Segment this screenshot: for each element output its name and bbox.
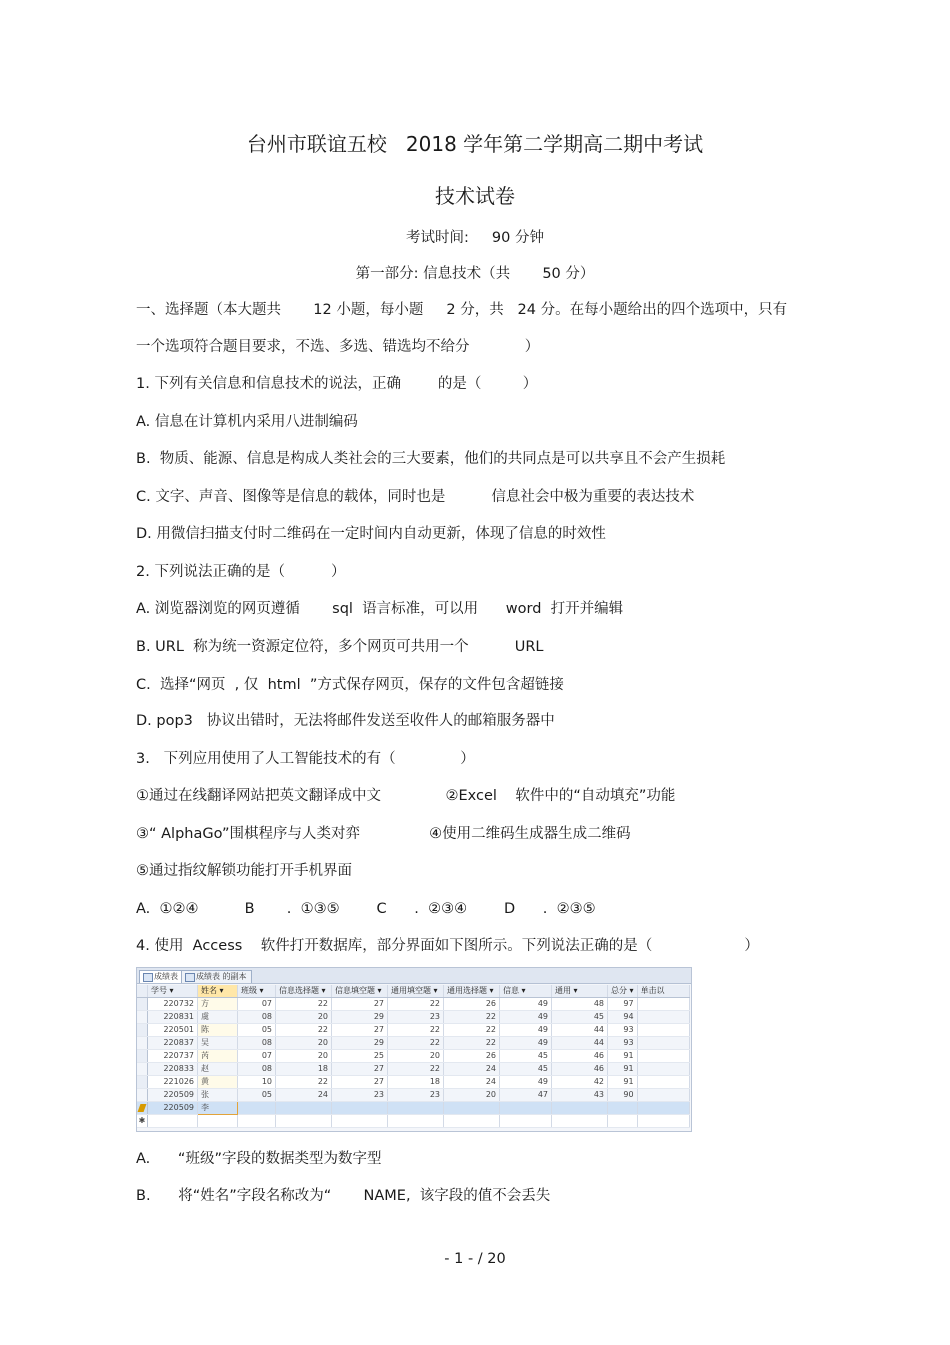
table-row[interactable] xyxy=(137,1063,689,1076)
table-cell[interactable]: 吴 xyxy=(198,1037,238,1050)
column-header[interactable]: 通用 ▾ xyxy=(552,985,608,998)
table-cell[interactable]: 22 xyxy=(444,1037,500,1050)
table-cell[interactable]: 22 xyxy=(444,1024,500,1037)
table-cell[interactable]: 48 xyxy=(552,998,608,1011)
table-cell[interactable] xyxy=(276,1102,332,1115)
column-header[interactable]: 总分 ▾ xyxy=(608,985,638,998)
table-cell[interactable]: 220501 xyxy=(148,1024,198,1037)
q1-stem: 1. 下列有关信息和信息技术的说法，正确 的是（ ） xyxy=(136,376,538,392)
exam-title: 台州市联谊五校 2018 学年第二学期高二期中考试 xyxy=(246,132,704,156)
table-cell[interactable]: 07 xyxy=(238,998,276,1011)
row-selector[interactable] xyxy=(137,1076,148,1089)
table-cell[interactable]: 93 xyxy=(608,1037,638,1050)
table-cell[interactable]: 10 xyxy=(238,1076,276,1089)
table-cell[interactable] xyxy=(332,1102,388,1115)
table-cell[interactable] xyxy=(608,1102,638,1115)
table-cell[interactable]: 20 xyxy=(276,1037,332,1050)
table-cell[interactable]: 24 xyxy=(444,1063,500,1076)
q2-option-a: A. 浏览器浏览的网页遵循 sql 语言标准，可以用 word 打开并编辑 xyxy=(136,601,624,617)
table-row[interactable] xyxy=(137,1050,689,1063)
new-record-icon: ✱ xyxy=(137,1115,148,1128)
table-row[interactable] xyxy=(137,1089,689,1102)
table-cell[interactable]: 27 xyxy=(332,998,388,1011)
q2-option-b: B. URL 称为统一资源定位符，多个网页可共用一个 URL xyxy=(136,639,544,655)
table-cell[interactable]: 42 xyxy=(552,1076,608,1089)
column-header[interactable]: 信息选择题 ▾ xyxy=(276,985,332,998)
table-cell[interactable]: 22 xyxy=(444,1011,500,1024)
column-header[interactable]: 班级 ▾ xyxy=(238,985,276,998)
table-cell[interactable] xyxy=(637,1063,689,1076)
table-cell[interactable]: 44 xyxy=(552,1024,608,1037)
q1-option-c: C. 文字、声音、图像等是信息的载体，同时也是 信息社会中极为重要的表达技术 xyxy=(136,489,695,505)
table-row[interactable] xyxy=(137,1076,689,1089)
tab-grade-table-copy: 成绩表 的副本 xyxy=(181,970,252,983)
table-row[interactable] xyxy=(137,1037,689,1050)
table-cell[interactable]: 49 xyxy=(500,1024,552,1037)
row-selector[interactable] xyxy=(137,1063,148,1076)
table-cell[interactable]: 23 xyxy=(388,1089,444,1102)
table-cell[interactable]: 24 xyxy=(276,1089,332,1102)
q4-option-a: A. “班级”字段的数据类型为数字型 xyxy=(136,1151,382,1167)
q2-option-d: D. pop3 协议出错时，无法将邮件发送至收件人的邮箱服务器中 xyxy=(136,713,555,729)
q1-option-d: D. 用微信扫描支付时二维码在一定时间内自动更新，体现了信息的时效性 xyxy=(136,526,606,542)
table-cell[interactable]: 27 xyxy=(332,1024,388,1037)
table-row[interactable] xyxy=(137,998,689,1011)
table-cell[interactable]: 陈 xyxy=(198,1024,238,1037)
active-cell[interactable]: 李 xyxy=(198,1102,238,1115)
table-cell[interactable]: 220837 xyxy=(148,1037,198,1050)
column-header[interactable]: 单击以 xyxy=(637,985,689,998)
table-row[interactable] xyxy=(137,1011,689,1024)
table-cell[interactable]: 220509 xyxy=(148,1102,198,1115)
column-header[interactable]: 信息 ▾ xyxy=(500,985,552,998)
q4-option-b: B. 将“姓名”字段名称改为“ NAME, 该字段的值不会丢失 xyxy=(136,1188,551,1204)
table-cell[interactable]: 18 xyxy=(276,1063,332,1076)
table-cell[interactable]: 芮 xyxy=(198,1050,238,1063)
part-heading: 第一部分: 信息技术（共 50 分） xyxy=(355,266,595,282)
table-cell[interactable]: 24 xyxy=(444,1076,500,1089)
table-cell[interactable]: 20 xyxy=(388,1050,444,1063)
q3-items-1-2: ①通过在线翻译网站把英文翻译成中文 ②Excel 软件中的“自动填充”功能 xyxy=(136,788,676,804)
table-cell[interactable]: 45 xyxy=(500,1063,552,1076)
table-cell[interactable]: 91 xyxy=(608,1063,638,1076)
table-cell[interactable] xyxy=(198,1115,238,1128)
exam-time: 考试时间: 90 分钟 xyxy=(406,230,544,246)
section-intro-1: 一、选择题（本大题共 12 小题，每小题 2 分，共 24 分。在每小题给出的四个选项中，只有 xyxy=(136,302,788,318)
table-cell[interactable]: 07 xyxy=(238,1050,276,1063)
table-cell[interactable] xyxy=(444,1115,500,1128)
q3-choices: A. ①②④ B . ①③⑤ C . ②③④ D . ②③⑤ xyxy=(136,901,596,917)
tab-grade-table: 成绩表 xyxy=(139,970,183,983)
table-cell[interactable]: 黄 xyxy=(198,1076,238,1089)
table-cell[interactable] xyxy=(608,1115,638,1128)
table-cell[interactable]: 49 xyxy=(500,998,552,1011)
table-cell[interactable]: 29 xyxy=(332,1011,388,1024)
table-cell[interactable] xyxy=(637,1076,689,1089)
row-selector[interactable] xyxy=(137,1050,148,1063)
table-cell[interactable]: 220509 xyxy=(148,1089,198,1102)
table-cell[interactable]: 94 xyxy=(608,1011,638,1024)
column-header[interactable]: 通用填空题 ▾ xyxy=(388,985,444,998)
access-tab-bar xyxy=(137,968,691,984)
table-cell[interactable]: 43 xyxy=(552,1089,608,1102)
column-header[interactable]: 姓名 ▾ xyxy=(198,985,238,998)
table-cell[interactable]: 22 xyxy=(388,1037,444,1050)
table-cell[interactable]: 29 xyxy=(332,1037,388,1050)
edit-pencil-icon xyxy=(137,1102,148,1115)
row-selector[interactable] xyxy=(137,1011,148,1024)
table-cell[interactable]: 220732 xyxy=(148,998,198,1011)
table-cell[interactable]: 08 xyxy=(238,1037,276,1050)
table-cell[interactable]: 赵 xyxy=(198,1063,238,1076)
current-row[interactable] xyxy=(137,1102,689,1115)
table-cell[interactable]: 23 xyxy=(332,1089,388,1102)
table-cell[interactable]: 18 xyxy=(388,1076,444,1089)
table-cell[interactable]: 22 xyxy=(388,998,444,1011)
table-cell[interactable]: 46 xyxy=(552,1050,608,1063)
q3-items-3-4: ③“ AlphaGo”围棋程序与人类对弈 ④使用二维码生成器生成二维码 xyxy=(136,826,631,842)
table-cell[interactable]: 20 xyxy=(444,1089,500,1102)
table-cell[interactable]: 27 xyxy=(332,1063,388,1076)
table-cell[interactable]: 46 xyxy=(552,1063,608,1076)
table-cell[interactable]: 05 xyxy=(238,1089,276,1102)
table-cell[interactable]: 08 xyxy=(238,1063,276,1076)
table-cell[interactable] xyxy=(388,1102,444,1115)
table-cell[interactable]: 91 xyxy=(608,1050,638,1063)
table-cell[interactable]: 22 xyxy=(388,1063,444,1076)
table-cell[interactable]: 张 xyxy=(198,1089,238,1102)
table-cell[interactable] xyxy=(500,1102,552,1115)
table-cell[interactable] xyxy=(637,1115,689,1128)
table-cell[interactable]: 220737 xyxy=(148,1050,198,1063)
table-cell[interactable]: 方 xyxy=(198,998,238,1011)
column-header[interactable]: 通用选择题 ▾ xyxy=(444,985,500,998)
table-cell[interactable]: 220833 xyxy=(148,1063,198,1076)
table-cell[interactable]: 49 xyxy=(500,1011,552,1024)
q2-stem: 2. 下列说法正确的是（ ） xyxy=(136,564,346,580)
table-cell[interactable] xyxy=(637,1011,689,1024)
table-cell[interactable]: 20 xyxy=(276,1050,332,1063)
table-cell[interactable]: 23 xyxy=(388,1011,444,1024)
table-cell[interactable]: 25 xyxy=(332,1050,388,1063)
table-cell[interactable]: 90 xyxy=(608,1089,638,1102)
table-cell[interactable] xyxy=(637,1050,689,1063)
new-record-row[interactable] xyxy=(137,1115,689,1128)
row-selector[interactable] xyxy=(137,1024,148,1037)
q1-option-a: A. 信息在计算机内采用八进制编码 xyxy=(136,414,358,430)
table-icon xyxy=(143,973,153,982)
row-selector[interactable] xyxy=(137,998,148,1011)
paper-title: 技术试卷 xyxy=(435,184,515,208)
table-cell[interactable]: 22 xyxy=(276,1076,332,1089)
table-cell[interactable] xyxy=(388,1115,444,1128)
table-cell[interactable]: 97 xyxy=(608,998,638,1011)
table-cell[interactable]: 47 xyxy=(500,1089,552,1102)
table-cell[interactable] xyxy=(552,1102,608,1115)
table-cell[interactable]: 22 xyxy=(388,1024,444,1037)
row-selector[interactable] xyxy=(137,1089,148,1102)
table-cell[interactable]: 20 xyxy=(276,1011,332,1024)
table-cell[interactable]: 45 xyxy=(552,1011,608,1024)
table-cell[interactable]: 27 xyxy=(332,1076,388,1089)
table-cell[interactable] xyxy=(637,1089,689,1102)
table-cell[interactable] xyxy=(238,1102,276,1115)
q4-stem: 4. 使用 Access 软件打开数据库，部分界面如下图所示。下列说法正确的是（ ） xyxy=(136,938,759,954)
table-cell[interactable] xyxy=(637,1102,689,1115)
q3-stem: 3. 下列应用使用了人工智能技术的有（ ） xyxy=(136,751,475,767)
table-cell[interactable] xyxy=(637,998,689,1011)
table-cell[interactable]: 26 xyxy=(444,1050,500,1063)
q2-option-c: C. 选择“网页 , 仅 html ”方式保存网页，保存的文件包含超链接 xyxy=(136,677,564,693)
table-cell[interactable] xyxy=(637,1024,689,1037)
table-cell[interactable]: 虞 xyxy=(198,1011,238,1024)
table-cell[interactable]: 44 xyxy=(552,1037,608,1050)
section-intro-2: 一个选项符合题目要求，不选、多选、错选均不给分 ） xyxy=(136,339,540,355)
q3-item-5: ⑤通过指纹解锁功能打开手机界面 xyxy=(136,863,352,879)
table-row[interactable] xyxy=(137,1024,689,1037)
table-cell[interactable]: 45 xyxy=(500,1050,552,1063)
table-cell[interactable]: 26 xyxy=(444,998,500,1011)
table-cell[interactable] xyxy=(500,1115,552,1128)
table-cell[interactable] xyxy=(444,1102,500,1115)
table-cell[interactable]: 22 xyxy=(276,998,332,1011)
row-selector[interactable] xyxy=(137,1037,148,1050)
table-cell[interactable]: 220831 xyxy=(148,1011,198,1024)
table-icon xyxy=(185,973,195,982)
table-cell[interactable] xyxy=(552,1115,608,1128)
q1-option-b: B. 物质、能源、信息是构成人类社会的三大要素，他们的共同点是可以共享且不会产生损耗 xyxy=(136,451,726,467)
table-cell[interactable] xyxy=(332,1115,388,1128)
table-cell[interactable]: 49 xyxy=(500,1037,552,1050)
table-cell[interactable]: 49 xyxy=(500,1076,552,1089)
table-cell[interactable] xyxy=(148,1115,198,1128)
access-datasheet-screenshot xyxy=(136,967,692,1132)
table-cell[interactable] xyxy=(238,1115,276,1128)
table-cell[interactable]: 93 xyxy=(608,1024,638,1037)
table-cell[interactable]: 05 xyxy=(238,1024,276,1037)
access-table xyxy=(137,985,690,1128)
table-cell[interactable] xyxy=(637,1037,689,1050)
page-number: - 1 - / 20 xyxy=(444,1251,506,1267)
table-cell[interactable]: 22 xyxy=(276,1024,332,1037)
column-header[interactable]: 学号 ▾ xyxy=(148,985,198,998)
table-cell[interactable]: 221026 xyxy=(148,1076,198,1089)
column-header[interactable]: 信息填空题 ▾ xyxy=(332,985,388,998)
table-cell[interactable]: 91 xyxy=(608,1076,638,1089)
table-cell[interactable] xyxy=(276,1115,332,1128)
table-cell[interactable]: 08 xyxy=(238,1011,276,1024)
